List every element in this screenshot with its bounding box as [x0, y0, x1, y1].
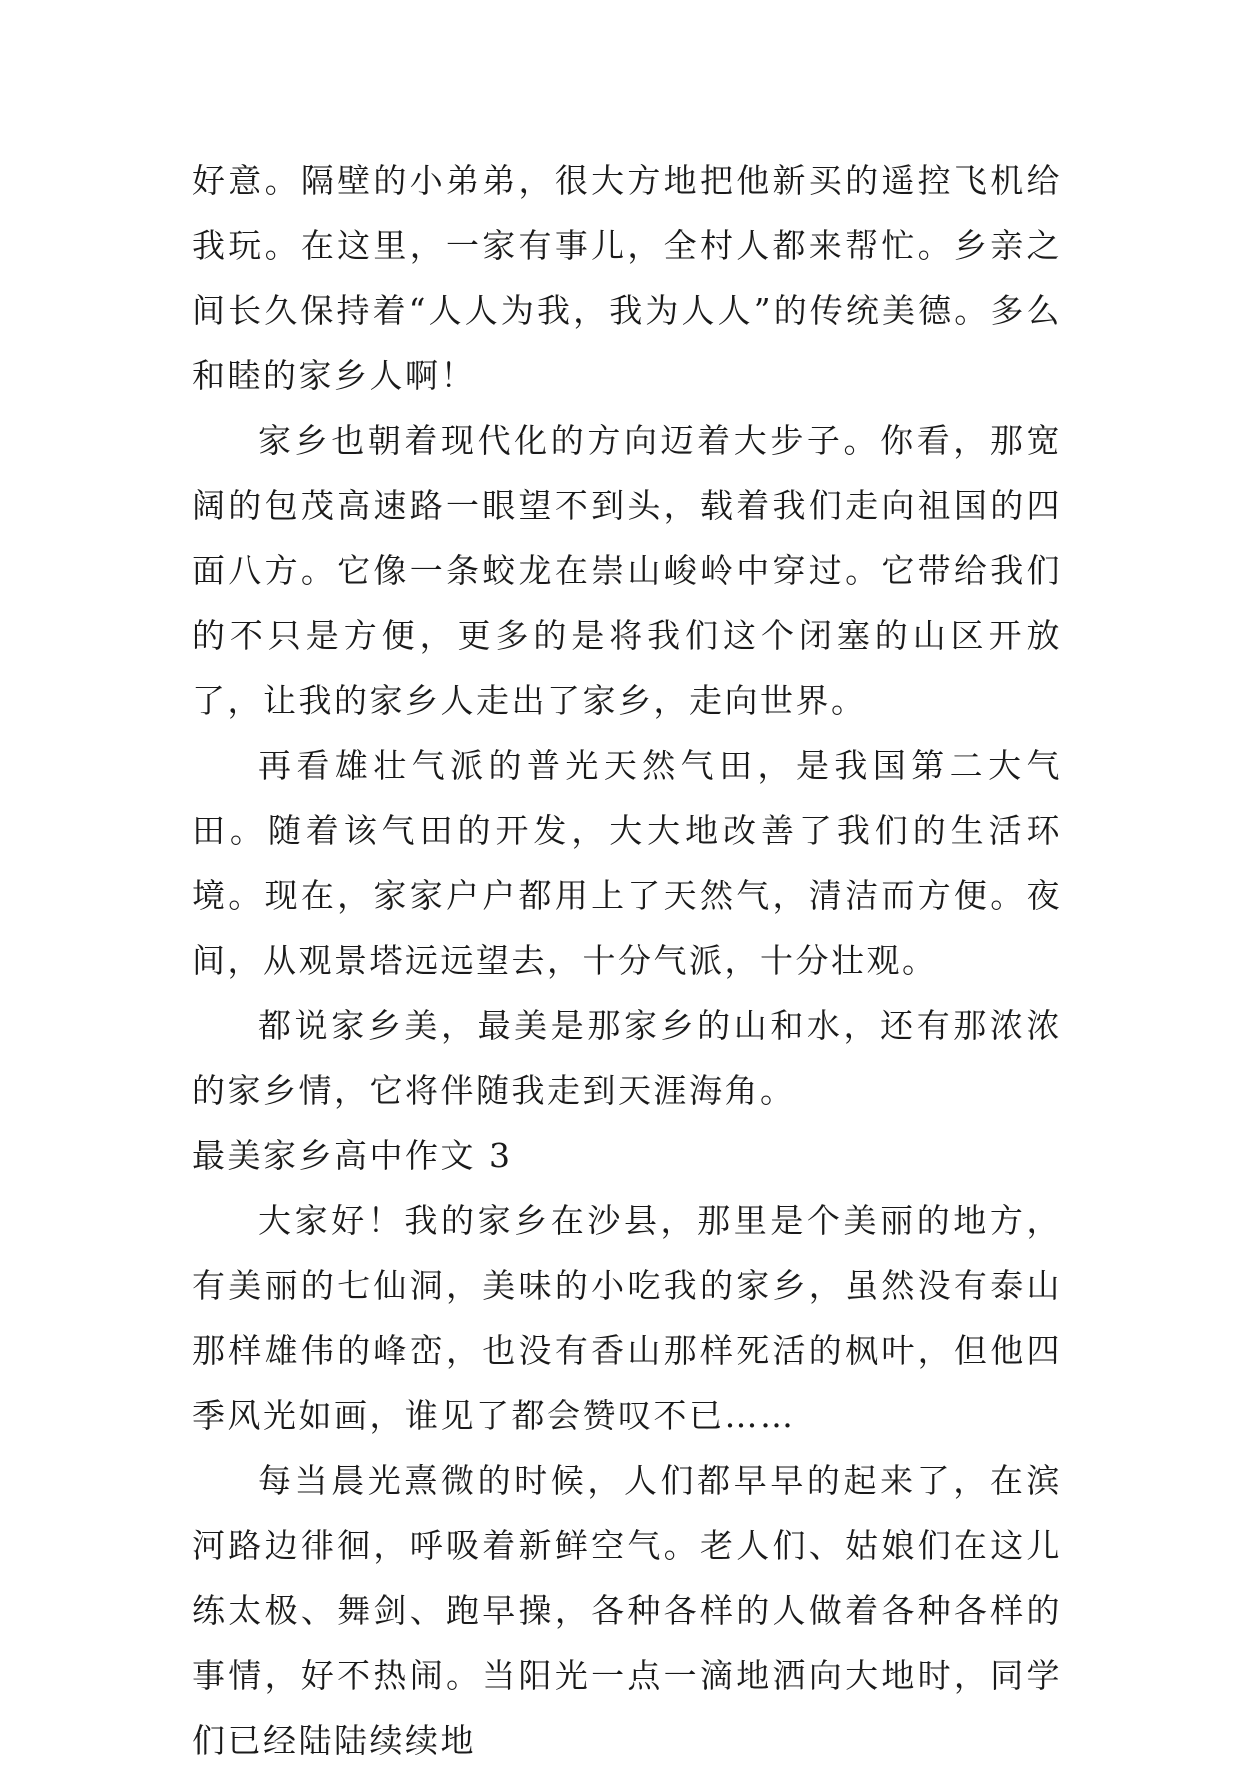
document-body — [192, 148, 1062, 1773]
paragraph-3: 再看雄壮气派的普光天然气田，是我国第二大气田。随着该气田的开发，大大地改善了我们的生活环境。现在，家家户户都用上了天然气，清洁而方便。夜间，从观景塔远远望去，十分气派，十分壮观。 — [192, 746, 1062, 980]
paragraph-1: 好意。隔壁的小弟弟，很大方地把他新买的遥控飞机给我玩。在这里，一家有事儿，全村人都来帮忙。乡亲之间长久保持着“人人为我，我为人人”的传统美德。多么和睦的家乡人啊！ — [192, 161, 1062, 395]
paragraph-6: 每当晨光熹微的时候，人们都早早的起来了，在滨河路边徘徊，呼吸着新鲜空气。老人们、姑娘们在这儿练太极、舞剑、跑早操，各种各样的人做着各种各样的事情，好不热闹。当阳光一点一滴地洒向大地时，同学们已经陆陆续续地 — [192, 1461, 1062, 1760]
paragraph-2: 家乡也朝着现代化的方向迈着大步子。你看，那宽阔的包茂高速路一眼望不到头，载着我们走向祖国的四面八方。它像一条蛟龙在崇山峻岭中穿过。它带给我们的不只是方便，更多的是将我们这个闭塞的山区开放了，让我的家乡人走出了家乡，走向世界。 — [192, 421, 1062, 720]
section-heading: 最美家乡高中作文 3 — [192, 1136, 513, 1175]
paragraph-5: 大家好！我的家乡在沙县，那里是个美丽的地方，有美丽的七仙洞，美味的小吃我的家乡，虽然没有泰山那样雄伟的峰峦，也没有香山那样死活的枫叶，但他四季风光如画，谁见了都会赞叹不已…… — [192, 1201, 1062, 1435]
paragraph-4: 都说家乡美，最美是那家乡的山和水，还有那浓浓的家乡情，它将伴随我走到天涯海角。 — [192, 1006, 1062, 1110]
